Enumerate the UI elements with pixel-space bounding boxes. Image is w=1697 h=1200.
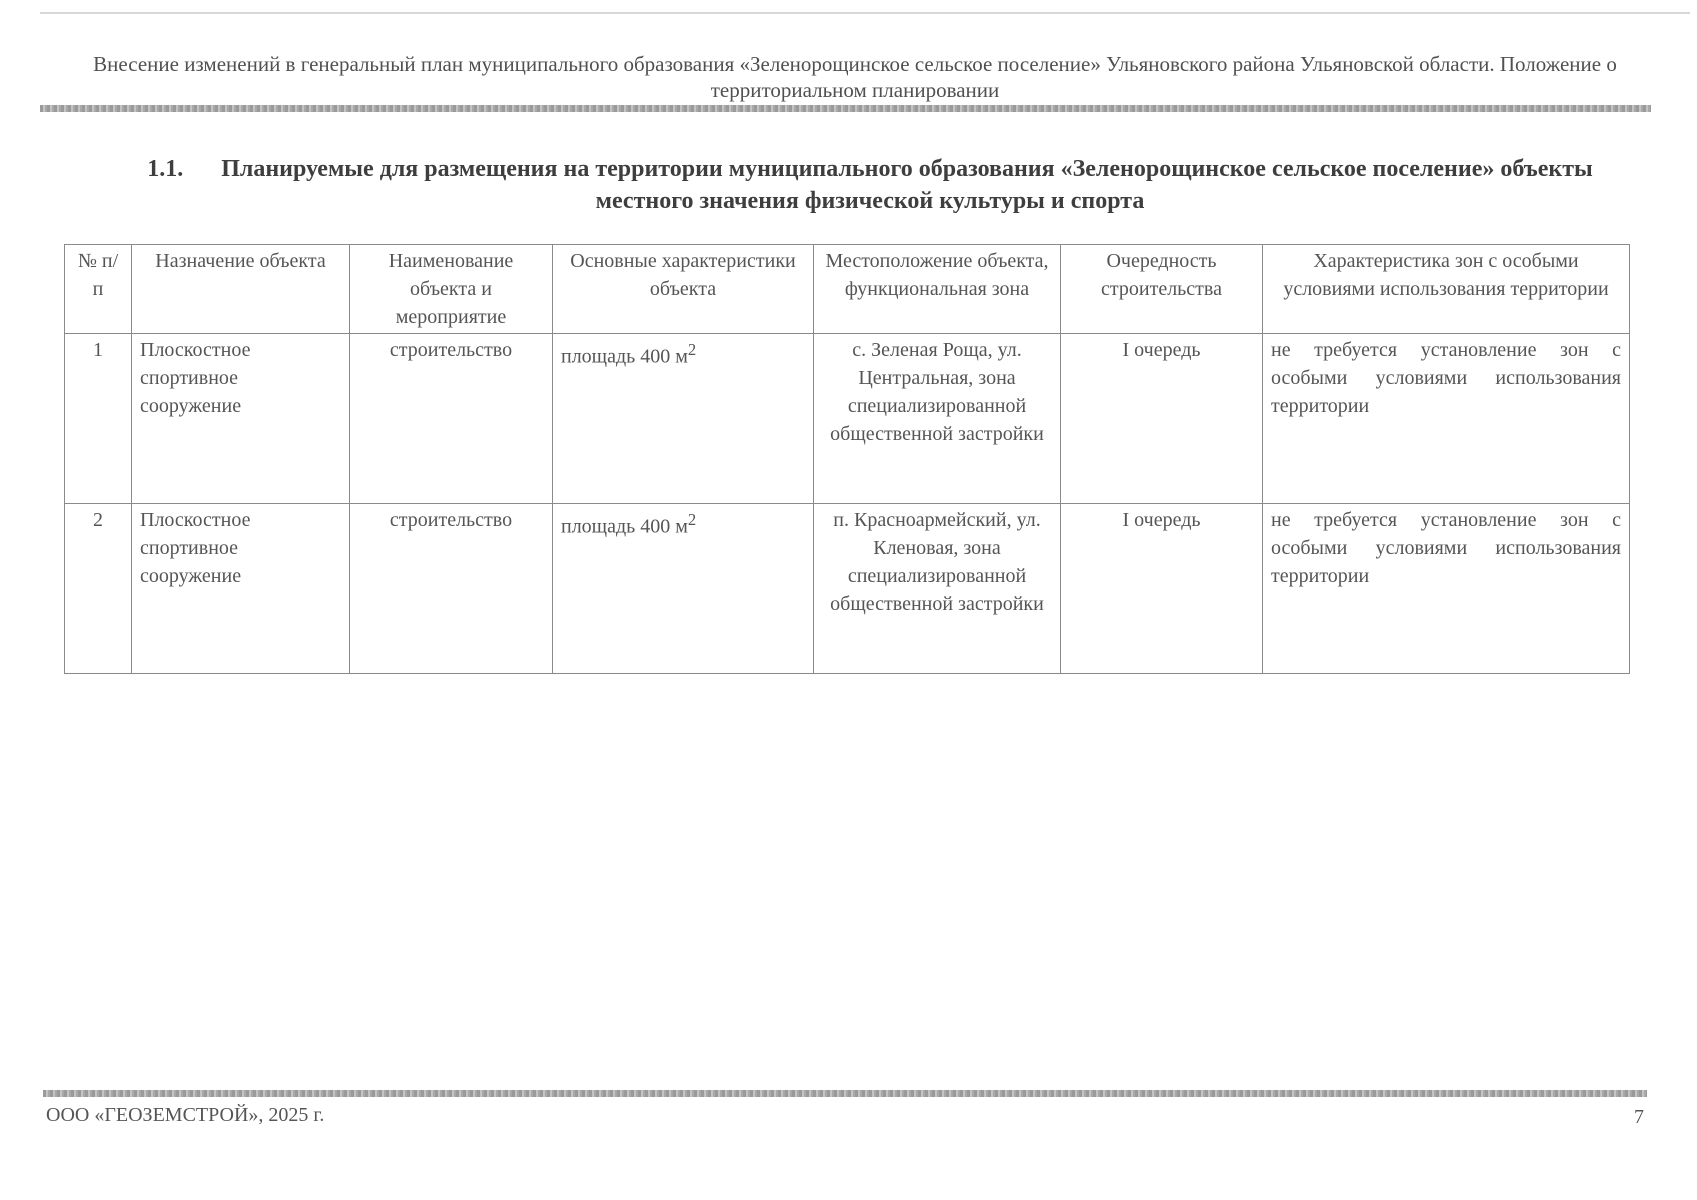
- footer-divider: [43, 1090, 1647, 1097]
- row-action: строительство: [350, 334, 553, 504]
- row-purpose: Плоскостное спортивное сооружение: [132, 504, 350, 674]
- header-cell-name-action: Наименование объекта и мероприятие: [350, 245, 553, 334]
- row-phase: I очередь: [1061, 504, 1263, 674]
- row-purpose: Плоскостное спортивное сооружение: [132, 334, 350, 504]
- header-cell-zones: Характеристика зон с особыми условиями использования территории: [1263, 245, 1630, 334]
- page-number: 7: [1634, 1106, 1644, 1128]
- header-cell-purpose: Назначение объекта: [132, 245, 350, 334]
- header-cell-number: № п/п: [65, 245, 132, 334]
- running-header: Внесение изменений в генеральный план муниципального образования «Зеленорощинское сельское поселение» Ульяновского района Ульяновской области. Положение о территориальном планировании: [93, 52, 1617, 102]
- header-cell-characteristics: Основные характеристики объекта: [553, 245, 814, 334]
- row-characteristics: [553, 504, 814, 674]
- area-value: площадь 400 м: [561, 515, 688, 538]
- row-number: 2: [65, 504, 132, 674]
- section-title: Планируемые для размещения на территории муниципального образования «Зеленорощинское сельское поселение» объекты местного значения физической культуры и спорта: [221, 156, 1593, 214]
- row-action: строительство: [350, 504, 553, 674]
- header-cell-phase: Очередность строительства: [1061, 245, 1263, 334]
- row-phase: I очередь: [1061, 334, 1263, 504]
- sports-objects-table: [64, 244, 1630, 674]
- header-divider: [40, 105, 1651, 112]
- footer-company: ООО «ГЕОЗЕМСТРОЙ», 2025 г.: [46, 1104, 325, 1126]
- table-row: [65, 504, 1630, 674]
- row-location: п. Красноармейский, ул. Кленовая, зона специализированной общественной застройки: [814, 504, 1061, 674]
- area-unit-exponent: 2: [687, 340, 697, 359]
- row-zones: не требуется установление зон с особыми условиями использования территории: [1263, 504, 1630, 674]
- area-value: площадь 400 м: [561, 345, 688, 368]
- header-cell-location: Местоположение объекта, функциональная зона: [814, 245, 1061, 334]
- section-heading: [130, 153, 1610, 217]
- area-unit-exponent: 2: [687, 510, 697, 529]
- row-characteristics: [553, 334, 814, 504]
- table-header-row: [65, 245, 1630, 334]
- row-location: с. Зеленая Роща, ул. Центральная, зона специализированной общественной застройки: [814, 334, 1061, 504]
- section-number: 1.1.: [147, 156, 184, 182]
- row-zones: не требуется установление зон с особыми условиями использования территории: [1263, 334, 1630, 504]
- top-edge-rule: [40, 12, 1690, 14]
- table-row: [65, 334, 1630, 504]
- row-number: 1: [65, 334, 132, 504]
